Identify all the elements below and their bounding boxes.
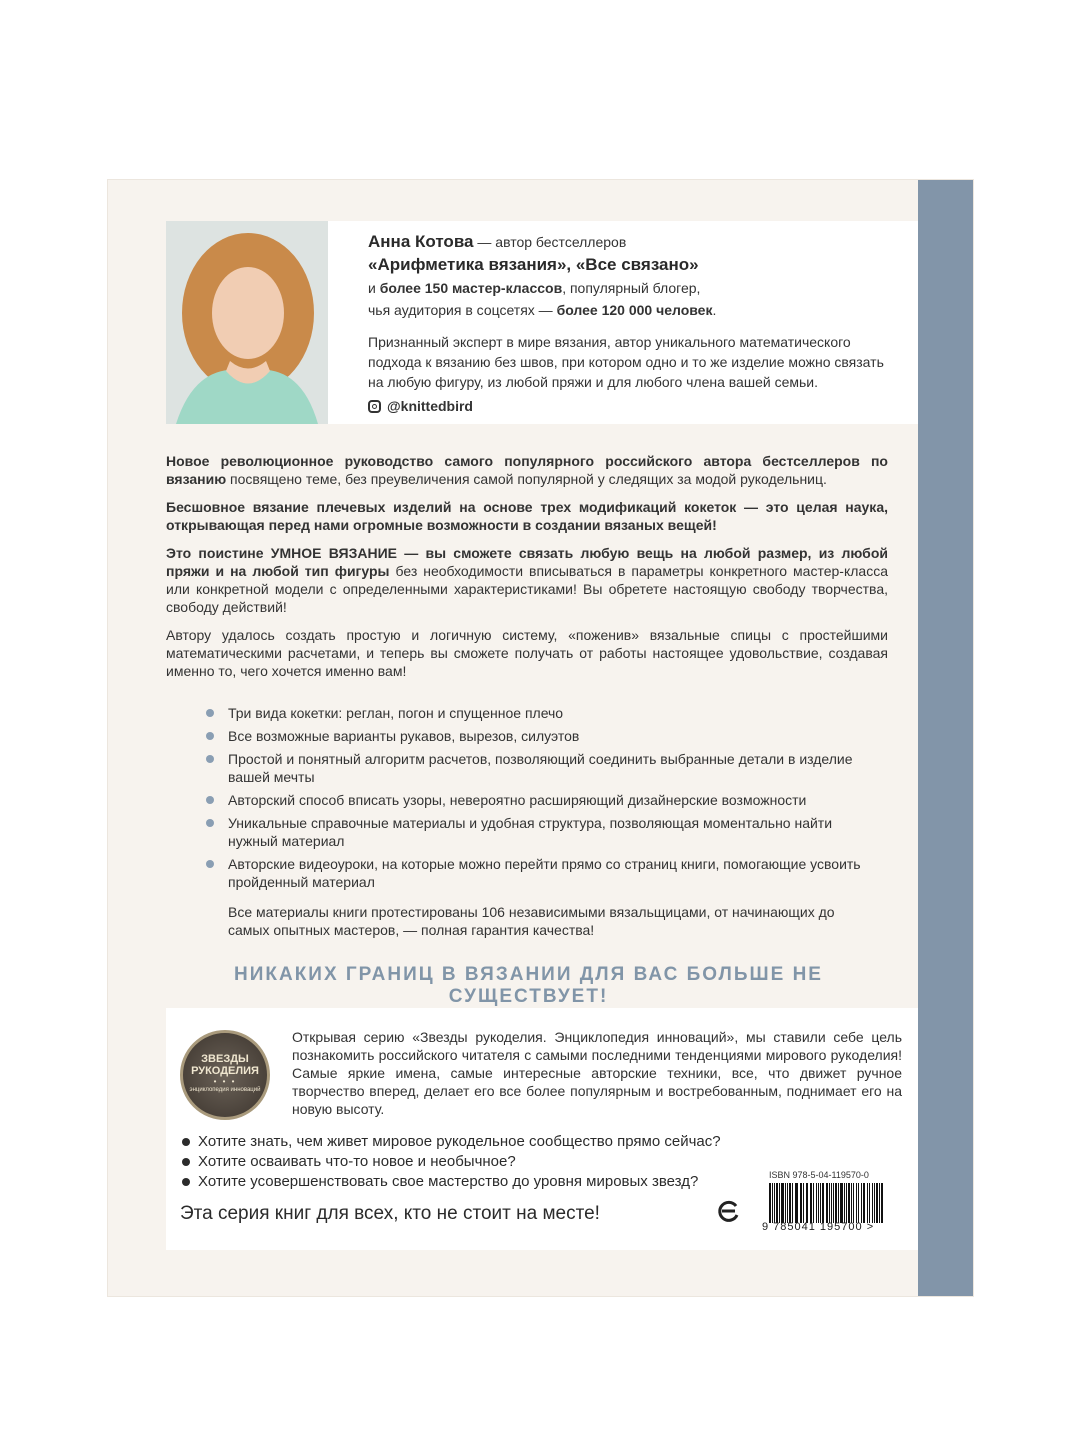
barcode-bar: [826, 1183, 828, 1223]
barcode-bar: [835, 1183, 837, 1223]
barcode-bar: [803, 1183, 804, 1223]
text-fragment-bold: более 120 000 человек: [556, 302, 713, 318]
barcode-bar: [829, 1183, 830, 1223]
question-text: Хотите осваивать что-то новое и необычное?: [198, 1153, 516, 1170]
barcode-bar: [874, 1183, 875, 1223]
author-description: Признанный эксперт в мире вязания, автор уникального математического подхода к вязанию без швов, при котором одно и то же изделие можно связать на любую фигуру, из любой пряжи и для любого члена вашей семьи.: [368, 334, 884, 390]
text-fragment: , популярный блогер,: [562, 280, 701, 296]
seal-line-3: энциклопедия инноваций: [189, 1087, 261, 1093]
series-section: [166, 1008, 918, 1250]
bullet-dot-icon: [182, 1158, 190, 1166]
text-fragment: .: [712, 302, 717, 318]
instagram-handle: @knittedbird: [387, 398, 473, 414]
instagram-handle-row: [368, 398, 898, 414]
barcode-bar: [772, 1183, 773, 1223]
barcode-bar: [787, 1183, 788, 1223]
barcode-bar: [792, 1183, 793, 1223]
barcode-bar: [781, 1183, 784, 1223]
barcode-bar: [785, 1183, 786, 1223]
paragraph-4: Автору удалось создать простую и логичную систему, «поженив» вязальные спицы с простейшими математическими расчетами, и теперь вы сможете получать от работы настоящее удовольствие, создавая именно то, чего хочется именно вам!: [166, 627, 888, 679]
barcode-bar: [840, 1183, 843, 1223]
barcode-bar: [867, 1183, 868, 1223]
seal-dots: • • •: [213, 1077, 237, 1086]
text-fragment: посвящено теме, без преувеличения самой популярной у следящих за модой рукодельниц.: [226, 471, 827, 487]
text-fragment: без необходимости вписываться в параметры конкретного мастер-класса или конкретной модели с определенными характеристиками! Вы обретете настоящую свободу творчества, свободу действий!: [166, 563, 888, 615]
seal-line-2: РУКОДЕЛИЯ: [191, 1065, 259, 1077]
list-item-text: Простой и понятный алгоритм расчетов, позволяющий соединить выбранные детали в изделие вашей мечты: [228, 751, 853, 785]
question-item: [182, 1152, 721, 1172]
isbn-label: ISBN 978-5-04-119570-0: [769, 1170, 869, 1180]
barcode-bar: [856, 1183, 858, 1223]
list-item: [206, 704, 866, 722]
barcode-bar: [796, 1183, 798, 1223]
list-item: [206, 727, 866, 745]
barcode-bar: [851, 1183, 852, 1223]
barcode-bar: [858, 1183, 859, 1223]
seal-line-1: ЗВЕЗДЫ: [201, 1053, 249, 1065]
barcode-bar: [774, 1183, 775, 1223]
book-back-cover: [108, 180, 973, 1296]
list-item: [206, 791, 866, 809]
paragraph-1: [166, 452, 888, 488]
barcode-bar: [869, 1183, 871, 1223]
bullet-dot-icon: [206, 860, 214, 868]
barcode-bar: [846, 1183, 847, 1223]
barcode-bar: [813, 1183, 815, 1223]
question-text: Хотите знать, чем живет мировое рукодельное сообщество прямо сейчас?: [198, 1133, 721, 1150]
quality-note: Все материалы книги протестированы 106 независимыми вязальщицами, от начинающих до самых опытных мастеров, — полная гарантия качества!: [228, 904, 835, 938]
book-spine: [918, 180, 973, 1296]
question-item: [182, 1172, 721, 1192]
author-name-suffix: — автор бестселлеров: [473, 234, 627, 250]
author-name-line: [368, 231, 898, 253]
barcode-bar: [789, 1183, 791, 1223]
barcode-bar: [863, 1183, 866, 1223]
barcode-bar: [876, 1183, 878, 1223]
question-item: [182, 1132, 721, 1152]
barcode: [769, 1183, 884, 1223]
barcode-bar: [807, 1183, 808, 1223]
list-item-text: Три вида кокетки: реглан, погон и спущенное плечо: [228, 705, 564, 721]
barcode-bar: [810, 1183, 812, 1223]
barcode-bar: [818, 1183, 819, 1223]
barcode-bar: [795, 1183, 796, 1223]
barcode-bar: [779, 1183, 780, 1223]
author-audience-line: [368, 299, 898, 321]
author-photo: [166, 221, 328, 424]
series-tagline: Эта серия книг для всех, кто не стоит на месте!: [180, 1203, 600, 1224]
barcode-bar: [806, 1183, 807, 1223]
barcode-bar: [881, 1183, 883, 1223]
barcode-bar: [820, 1183, 821, 1223]
text-fragment: и: [368, 280, 380, 296]
barcode-bar: [769, 1183, 771, 1223]
text-fragment-bold: Новое революционное руководство самого популярного российского автора бестселлеров по вязанию: [166, 453, 888, 487]
barcode-bar: [800, 1183, 803, 1223]
paragraph-3: [166, 544, 888, 616]
bullet-dot-icon: [206, 732, 214, 740]
list-item: [206, 750, 866, 786]
series-description: Открывая серию «Звезды рукоделия. Энциклопедия инноваций», мы ставили себе цель познакомить российского читателя с самыми последними тенденциями мирового рукоделия! Самые яркие имена, самые интересные авторские техники, все, что движет ручное творчество вперед, делает его все более популярным и востребованным, поднимает его на новую высоту.: [292, 1029, 902, 1117]
barcode-bar: [844, 1183, 845, 1223]
text-fragment-bold: Это поистине УМНОЕ ВЯЗАНИЕ — вы сможете связать любую вещь на любой размер, из любой пряжи и на любой тип фигуры: [166, 545, 888, 579]
instagram-icon: [368, 400, 381, 413]
series-seal-logo: [180, 1030, 270, 1120]
text-fragment: чья аудитория в соцсетях —: [368, 302, 557, 318]
list-item-text: Авторские видеоуроки, на которые можно перейти прямо со страниц книги, помогающие усвоить пройденный материал: [228, 856, 861, 890]
barcode-bar: [831, 1183, 832, 1223]
isbn-digits: 9 785041 195700 >: [762, 1221, 875, 1233]
bullet-dot-icon: [182, 1138, 190, 1146]
book-description: [166, 452, 888, 939]
barcode-bar: [776, 1183, 778, 1223]
barcode-bar: [879, 1183, 880, 1223]
question-list: [182, 1132, 721, 1192]
author-books: «Арифметика вязания», «Все связано»: [368, 255, 699, 274]
barcode-bar: [816, 1183, 817, 1223]
list-item: [206, 814, 866, 850]
barcode-bar: [838, 1183, 839, 1223]
bullet-dot-icon: [206, 796, 214, 804]
publisher-logo-icon: [716, 1198, 742, 1224]
barcode-bar: [848, 1183, 850, 1223]
author-name: Анна Котова: [368, 232, 474, 251]
paragraph-2: Бесшовное вязание плечевых изделий на основе трех модификаций кокеток — это целая наука, открывающая перед нами огромные возможности в создании вязаных вещей!: [166, 499, 888, 533]
list-item-text: Уникальные справочные материалы и удобная структура, позволяющая моментально найти нужный материал: [228, 815, 833, 849]
bullet-dot-icon: [206, 755, 214, 763]
feature-list: [206, 704, 866, 891]
barcode-bar: [822, 1183, 825, 1223]
headline: НИКАКИХ ГРАНИЦ В ВЯЗАНИИ ДЛЯ ВАС БОЛЬШЕ НЕ СУЩЕСТВУЕТ!: [234, 964, 823, 1007]
list-item-text: Авторский способ вписать узоры, невероятно расширяющий дизайнерские возможности: [228, 792, 807, 808]
author-bio: [368, 231, 898, 414]
barcode-bar: [833, 1183, 834, 1223]
list-item-text: Все возможные варианты рукавов, вырезов, силуэтов: [228, 728, 580, 744]
question-text: Хотите усовершенствовать свое мастерство до уровня мировых звезд?: [198, 1173, 699, 1190]
author-section: [166, 221, 918, 424]
list-item: [206, 855, 866, 891]
text-fragment-bold: более 150 мастер-классов: [379, 280, 563, 296]
author-masterclasses-line: [368, 277, 898, 299]
bullet-dot-icon: [206, 709, 214, 717]
barcode-bar: [872, 1183, 873, 1223]
bullet-dot-icon: [206, 819, 214, 827]
barcode-bar: [853, 1183, 854, 1223]
bullet-dot-icon: [182, 1178, 190, 1186]
barcode-bar: [861, 1183, 862, 1223]
